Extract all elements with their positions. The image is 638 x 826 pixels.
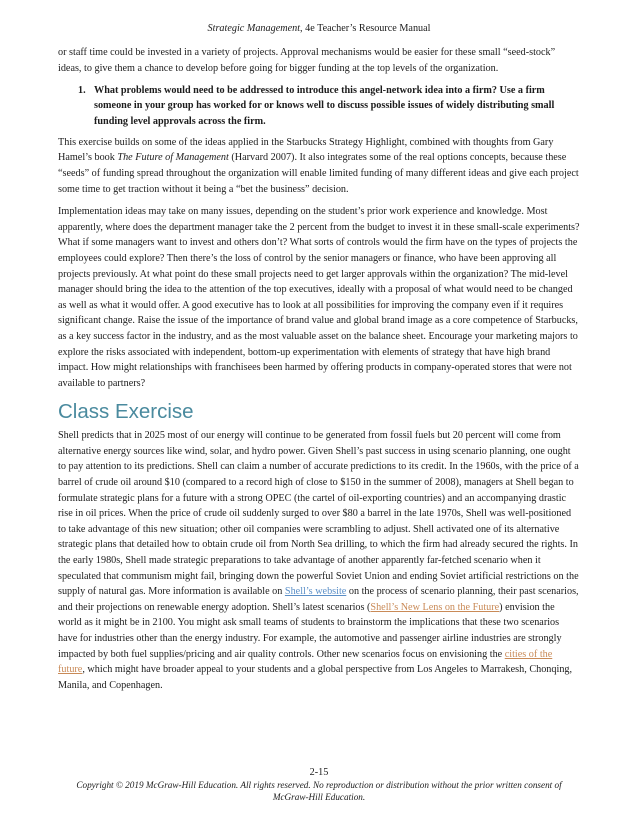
page-body xyxy=(58,45,580,700)
exercise-text-a: Shell predicts that in 2025 most of our energy will continue to be generated from fossil fuels but 20 percent will come from alternative energy sources like wind, solar, and hydro power. Given Shell’s past success in using scenario planning, one ought to pay attention to its predictions. Shell can claim a number of accurate predictions to its credit. In the 1960s, with the price of a barrel of crude oil around $10 (compared to a record high of close to $150 in the summer of 2008), managers at Shell began to formulate strategic plans for a future with a strong OPEC (the cartel of oil-exporting countries) and an accompanying drastic rise in oil prices. When the price of crude oil suddenly surged to over $80 a barrel in the late 1970s, Shell was well-positioned to take advantage of this new situation; other oil companies were scrambling to adjust. Shell activated one of its alternative strategic plans that detailed how to obtain crude oil from North Sea drilling, to which the firm had already secured the rights. In the early 1980s, Shell made strategic preparations to take advantage of another apparently far-fetched scenario when it speculated that communism might fail, bringing down the powerful Soviet Union and ending Soviet artificial restrictions on the supply of natural gas. More information is available on xyxy=(58,430,579,598)
cited-book-title: The Future of Management xyxy=(117,152,229,164)
book-title: Strategic Management xyxy=(207,23,301,34)
page-number: 2-15 xyxy=(309,767,329,778)
copyright-notice: Copyright © 2019 McGraw-Hill Education. All rights reserved. No reproduction or distribution without the prior written consent of McGraw-Hill Education. xyxy=(76,780,562,802)
question-text: What problems would need to be addressed to introduce this angel-network idea into a firm? Use a firm someone in your group has worked for or knows well to discuss possible issues of widely distributing small funding level approvals across the firm. xyxy=(94,85,555,127)
exercise-text-d: , which might have broader appeal to your students and a global perspective from Los Angeles to Marrakesh, Chonqing, Manila, and Copenhagen. xyxy=(58,664,573,691)
answer1-text-b: (Harvard 2007). It also integrates some of the real options concepts, because these “seeds” of funding spread throughout the organization will enable limited funding of many different ideas and give each project some time to get traction without it being a “bet the business” decision. xyxy=(58,152,579,195)
exercise-text-b: on the process of scenario planning, their past scenarios, and their projections on renewable energy adoption. Shell’s latest scenarios ( xyxy=(58,586,579,613)
shell-website-link[interactable]: Shell’s website xyxy=(284,586,347,598)
exercise-text-c: ) envision the world as it might be in 2100. You might ask small teams of students to brainstorm the implications that these two scenarios have for industries other than the energy industry. For example, the automotive and passenger airline industries are strongly impacted by both fuel supplies/pricing and air quality controls. Other new scenarios focus on envisioning the xyxy=(58,601,562,660)
section-heading: Class Exercise xyxy=(58,400,194,424)
cities-of-future-link[interactable]: cities of the future xyxy=(58,648,553,676)
answer1-text-a: This exercise builds on some of the ideas applied in the Starbucks Strategy Highlight, combined with thoughts from Gary Hamel’s book xyxy=(58,136,554,164)
answer-paragraph-2: Implementation ideas may take on many issues, depending on the student’s prior work experience and knowledge. Most apparently, where does the department manager take the 2 percent from the budget to invest it in these small-scale experiments? What if some managers want to invest and others don’t? What sorts of controls would the firm have on the types of projects the employees could explore? Then there’s the loss of control by the senior managers or finance, who have been approving all projects previously. At what point do these small projects need to get larger approvals within the organization? The mid-level manager should bring the idea to the attention of the top executives, ideally with a proposal of what would need to be changed as well as what it would offer. A good executive has to look at all possibilities for improving the company even if it requires significant change. Raise the issue of the importance of brand value and global brand image as a core competence of Starbucks, as a key success factor in the industry, and as the most valuable asset on the balance sheet. Encourage your marketing majors to explore the risks associated with independent, bottom-up experimentation with elements of strategy that have high brand impact. How might relationships with franchisees been harmed by offering products in company-operated stores that were not available to partners? xyxy=(58,206,580,389)
answer-paragraph-1 xyxy=(58,135,580,197)
shell-new-lens-link[interactable]: Shell’s New Lens on the Future xyxy=(370,601,500,613)
running-header xyxy=(0,23,638,35)
discussion-question xyxy=(58,83,580,129)
intro-paragraph: or staff time could be invested in a variety of projects. Approval mechanisms would be easier for these small “seed-stock” ideas, to give them a chance to develop before going for bigger funding at the top levels of the organization. xyxy=(58,47,556,74)
header-subtitle: , 4e Teacher’s Resource Manual xyxy=(300,23,431,34)
question-number: 1. xyxy=(78,85,86,97)
exercise-paragraph xyxy=(58,428,580,693)
